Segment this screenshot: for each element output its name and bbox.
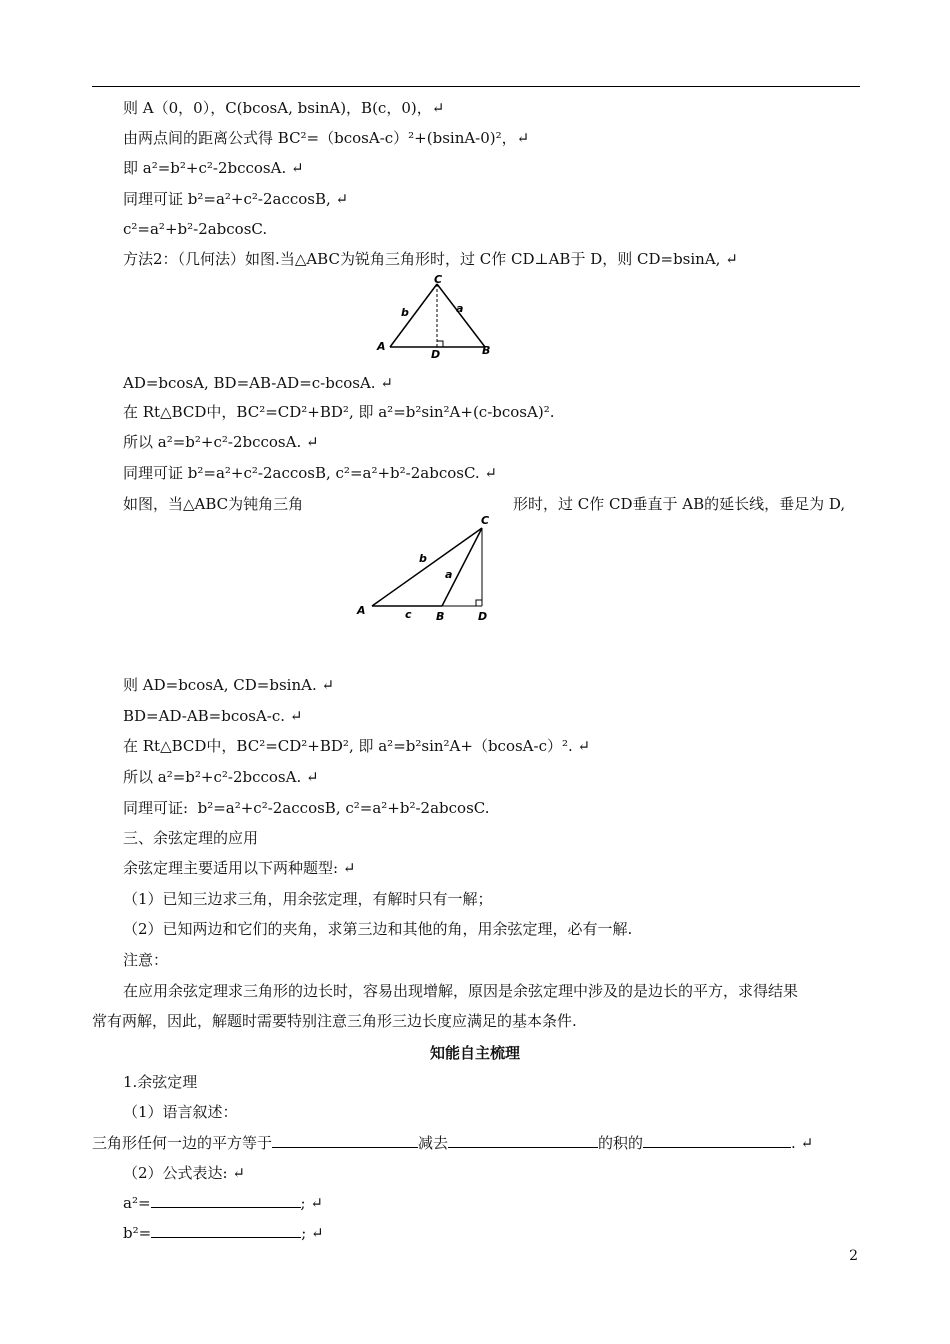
text-line: （2）已知两边和它们的夹角，求第三边和其他的角，用余弦定理，必有一解. xyxy=(123,920,633,938)
text-line: 在 Rt△BCD中，BC²=CD²+BD², 即 a²=b²sin²A+（bcosA-c）². ↵ xyxy=(123,737,591,755)
fill-in-line xyxy=(92,1133,813,1153)
text-line: 常有两解，因此，解题时需要特别注意三角形三边长度应满足的基本条件. xyxy=(92,1012,577,1030)
text-line: 即 a²=b²+c²-2bccosA. ↵ xyxy=(123,159,304,177)
page-number: 2 xyxy=(849,1248,858,1264)
obtuse-triangle-figure xyxy=(350,512,500,624)
formula-b-line xyxy=(123,1223,324,1243)
label-c: c xyxy=(405,608,412,621)
text-line: 余弦定理主要适用以下两种题型: ↵ xyxy=(123,859,356,877)
label-C: C xyxy=(434,274,443,286)
right-angle-mark xyxy=(476,600,482,606)
side-a xyxy=(437,284,485,347)
text-line: 在 Rt△BCD中，BC²=CD²+BD², 即 a²=b²sin²A+(c-bcosA)². xyxy=(123,403,555,421)
text-line: 三、余弦定理的应用 xyxy=(123,829,259,847)
text-line: BD=AD-AB=bcosA-c. ↵ xyxy=(123,707,303,725)
formula-b-end: ; ↵ xyxy=(301,1224,324,1242)
label-b: b xyxy=(401,306,409,319)
text-line: 同理可证: b²=a²+c²-2accosB, c²=a²+b²-2abcosC. xyxy=(123,799,490,817)
text-line: （1）已知三边求三角，用余弦定理，有解时只有一解； xyxy=(123,890,493,908)
label-C: C xyxy=(481,514,490,527)
fill-text-2: 减去 xyxy=(418,1134,449,1152)
side-b xyxy=(390,284,437,347)
text-line: 所以 a²=b²+c²-2bccosA. ↵ xyxy=(123,768,319,786)
text-line: 由两点间的距离公式得 BC²=（bcosA-c）²+(bsinA-0)²，↵ xyxy=(123,129,530,147)
text-line: （2）公式表达: ↵ xyxy=(123,1164,245,1182)
text-line: 则 AD=bcosA, CD=bsinA. ↵ xyxy=(123,676,335,694)
label-A: A xyxy=(377,340,386,353)
acute-triangle-figure xyxy=(370,274,510,360)
text-line: 方法2：（几何法）如图.当△ABC为锐角三角形时，过 C作 CD⊥AB于 D，则 CD=bsinA, ↵ xyxy=(123,250,738,268)
text-line: 则 A（0，0），C(bcosA, bsinA)，B(c，0)，↵ xyxy=(123,99,445,117)
text-line: c²=a²+b²-2abcosC. xyxy=(123,220,268,238)
fill-text-4: . ↵ xyxy=(791,1134,814,1152)
side-a xyxy=(442,528,482,606)
label-D: D xyxy=(478,610,488,623)
formula-b-blank[interactable] xyxy=(151,1223,301,1238)
formula-a-label: a²= xyxy=(123,1194,151,1212)
answer-blank-3[interactable] xyxy=(643,1133,791,1148)
text-line: 形时，过 C作 CD垂直于 AB的延长线，垂足为 D, xyxy=(513,495,846,513)
answer-blank-2[interactable] xyxy=(448,1133,598,1148)
right-angle-mark xyxy=(437,341,443,347)
text-line: 所以 a²=b²+c²-2bccosA. ↵ xyxy=(123,433,319,451)
formula-a-end: ; ↵ xyxy=(300,1194,323,1212)
label-D: D xyxy=(431,348,441,360)
side-b xyxy=(372,528,482,606)
text-line: 同理可证 b²=a²+c²-2accosB, c²=a²+b²-2abcosC. ↵ xyxy=(123,464,497,482)
label-b: b xyxy=(419,552,427,565)
text-line: 同理可证 b²=a²+c²-2accosB, ↵ xyxy=(123,190,349,208)
label-a: a xyxy=(456,302,464,315)
fill-text-3: 的积的 xyxy=(598,1134,644,1152)
formula-b-label: b²= xyxy=(123,1224,152,1242)
header-rule xyxy=(92,86,860,87)
text-line: AD=bcosA, BD=AB-AD=c-bcosA. ↵ xyxy=(123,374,393,392)
text-line: 如图，当△ABC为钝角三角 xyxy=(123,495,304,513)
text-line: 注意： xyxy=(123,951,169,969)
formula-a-blank[interactable] xyxy=(151,1193,301,1208)
answer-blank-1[interactable] xyxy=(272,1133,418,1148)
text-line: 在应用余弦定理求三角形的边长时，容易出现增解，原因是余弦定理中涉及的是边长的平方，求得结果 xyxy=(123,982,799,1000)
section-title: 知能自主梳理 xyxy=(429,1044,520,1062)
label-B: B xyxy=(482,344,491,357)
text-line: （1）语言叙述： xyxy=(123,1103,238,1121)
formula-a-line xyxy=(123,1193,323,1213)
text-line: 1.余弦定理 xyxy=(123,1073,198,1091)
label-B: B xyxy=(436,610,445,623)
label-A: A xyxy=(357,604,366,617)
fill-text-1: 三角形任何一边的平方等于 xyxy=(92,1134,273,1152)
label-a: a xyxy=(445,568,453,581)
